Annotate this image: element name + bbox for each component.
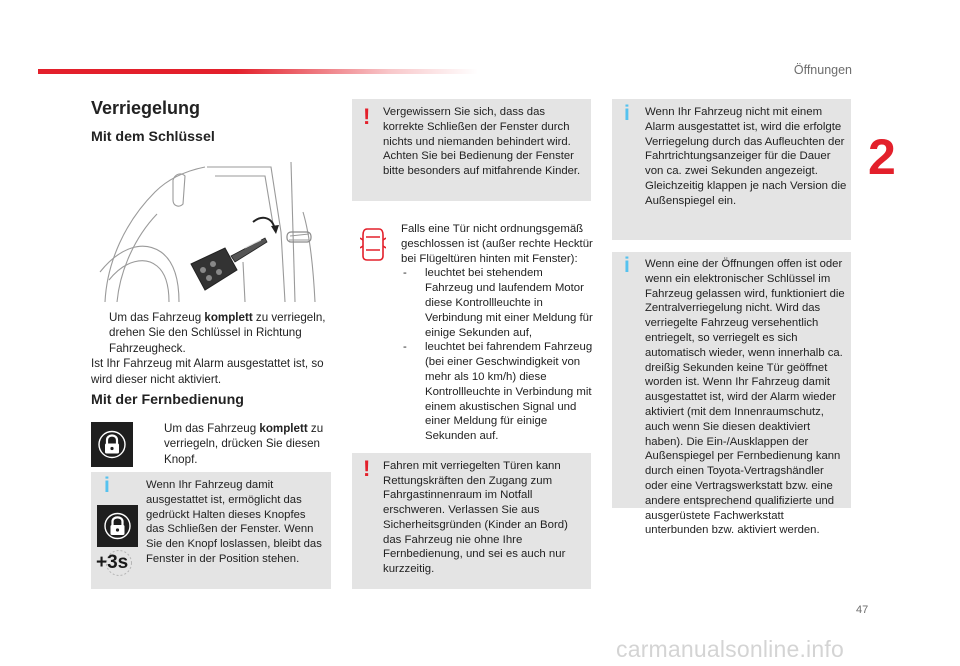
list-item — [401, 340, 593, 444]
key-lock-instructions — [91, 310, 331, 387]
lock-button-icon — [97, 505, 138, 547]
window-safety-warning-box — [352, 99, 591, 201]
locked-driving-warning-box — [352, 453, 591, 589]
key-bullet-text-start: Um das Fahrzeug — [109, 311, 205, 324]
remote-bullet-text-end: zu verriegeln, drücken Sie diesen Knopf. — [164, 422, 324, 466]
door-not-closed-intro: Falls eine Tür nicht ordnungsgemäß geschlossen ist (außer rechte Hecktür bei Flügeltüren hinten mit Fenster): — [401, 223, 593, 265]
info-icon: i — [624, 254, 630, 277]
window-closing-info-text: Wenn Ihr Fahrzeug damit ausgestattet ist, ermöglicht das gedrückt Halten dieses Knopfes das Schließen der Fenster. Wenn Sie den Knopf loslassen, bleibt das Fenster in der Position stehen. — [146, 479, 322, 565]
list-dash: - — [403, 341, 407, 354]
bullet-arrow-icon — [91, 310, 109, 356]
key-lock-bullet — [91, 310, 331, 356]
key-alarm-note: Ist Ihr Fahrzeug mit Alarm ausgestattet ist, so wird dieser nicht aktiviert. — [91, 357, 324, 386]
page-title: Verriegelung — [91, 98, 201, 118]
chapter-title: Öffnungen — [793, 63, 852, 77]
watermark: carmanualsonline.info — [616, 636, 844, 662]
list-dash: - — [403, 267, 407, 280]
info-icon: i — [104, 474, 110, 497]
key-bullet-text-end: zu verriegeln, drehen Sie den Schlüssel in Richtung Fahrzeugheck. — [109, 311, 326, 355]
door-not-closed-section — [401, 222, 593, 444]
warning-icon: ! — [363, 104, 371, 129]
key-bullet-emphasis: komplett — [204, 311, 253, 324]
remote-lock-bullet — [146, 421, 328, 467]
info-icon: i — [624, 102, 630, 125]
remote-bullet-text-start: Um das Fahrzeug — [164, 422, 260, 435]
central-locking-info-text: Wenn eine der Öffnungen offen ist oder wenn ein elektronischer Schlüssel im Fahrzeug gelassen wird, funktioniert die Zentralverriegelung nicht. Wird das verriegelte Fahrzeug versehentlich entriegelt, so verriegelt es sich automatisch wieder, wenn innerhalb ca. dreißig Sekunden keine Tür geöffnet worden ist. Wenn Ihr Fahrzeug damit ausgestattet ist, wird der Alarm wieder aktiviert (mit dem Innenraumschutz, auch wenn Sie diesen deaktiviert haben). Die Ein-/Ausklappen der Außenspiegel per Fernbedienung kann durch einen Toyota-Vertragshändler oder eine Vertragswerkstatt bzw. eine andere entsprechend qualifizierte und ausgerüstete Fachwerkstatt unterbunden bzw. aktiviert werden. — [645, 258, 845, 537]
section-heading-remote: Mit der Fernbedienung — [91, 392, 244, 408]
remote-lock-instructions — [146, 421, 328, 467]
turn-signal-info-text: Wenn Ihr Fahrzeug nicht mit einem Alarm ausgestattet ist, wird die erfolgte Verriegelung durch das Aufleuchten der Fahrtrichtungsanzeiger für die Dauer von ca. zwei Sekunden angezeigt. Gleichzeitig klappen je nach Version die Außenspiegel ein. — [645, 106, 847, 207]
chapter-number: 2 — [868, 129, 896, 185]
door-condition-text: leuchtet bei stehendem Fahrzeug und laufendem Motor diese Kontrollleuchte in Verbindung mit einer Meldung für einige Sekunden auf, — [425, 267, 593, 339]
turn-signal-info-box — [612, 99, 851, 240]
lock-button-icon — [91, 422, 133, 467]
car-door-key-illustration — [95, 152, 332, 307]
locked-driving-warning-text: Fahren mit verriegelten Türen kann Rettungskräften den Zugang zum Fahrgastinnenraum im Notfall erschweren. Verlassen Sie aus Sicherheitsgründen (Kinder an Bord) das Fahrzeug nie ohne Ihre Fernbedienung, und sei es auch nur kurzzeitig. — [383, 460, 568, 575]
door-condition-list — [401, 266, 593, 444]
door-condition-text: leuchtet bei fahrendem Fahrzeug (bei einer Geschwindigkeit von mehr als 10 km/h) diese Kontrollleuchte in Verbindung mit einem akustischen Signal und einer Meldung für einige Sekunden auf. — [425, 341, 593, 443]
central-locking-info-box — [612, 252, 851, 537]
hold-duration-label: +3s — [96, 552, 129, 573]
warning-icon: ! — [363, 456, 371, 481]
window-closing-info-box — [91, 472, 331, 589]
list-item — [401, 266, 593, 340]
chapter-accent-bar — [38, 69, 478, 74]
section-heading-key: Mit dem Schlüssel — [91, 129, 215, 145]
bullet-arrow-icon — [146, 421, 164, 467]
remote-bullet-emphasis: komplett — [259, 422, 308, 435]
hold-three-seconds-icon — [95, 549, 139, 579]
door-open-warning-icon — [360, 226, 386, 262]
window-safety-warning-text: Vergewissern Sie sich, dass das korrekte Schließen der Fenster durch nichts und niemanden behindert wird. Achten Sie bei Bedienung der Fenster bitte besonders auf mitfahrende Kinder. — [383, 106, 581, 178]
page-number: 47 — [856, 604, 869, 616]
